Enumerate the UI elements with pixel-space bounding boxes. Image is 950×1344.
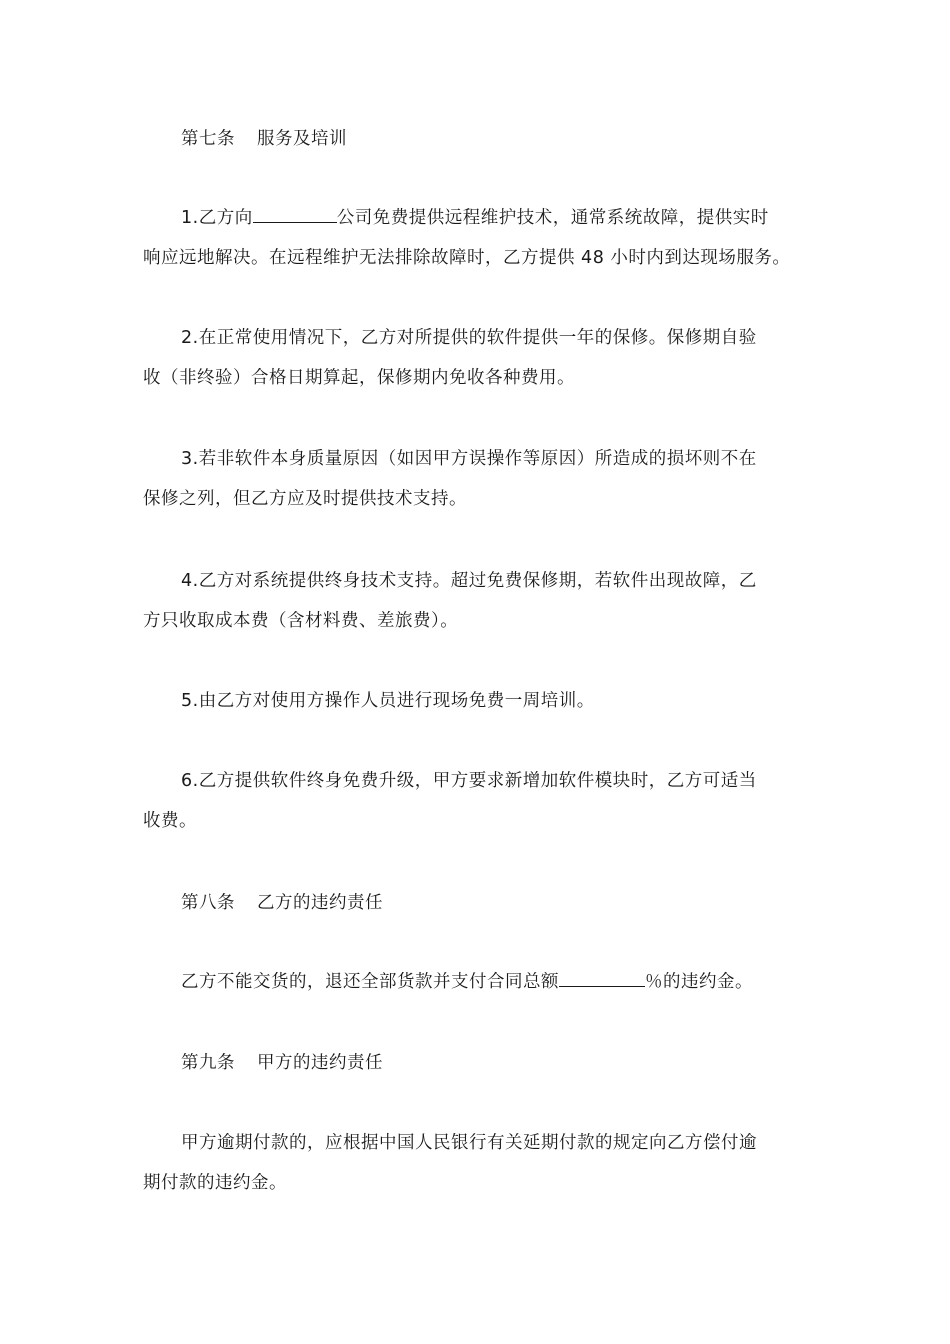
article-7-item-5 — [143, 681, 823, 721]
article-7-heading — [143, 119, 823, 159]
article-9-number: 第九条 — [181, 1053, 235, 1073]
article-9-line-1: 甲方逾期付款的，应根据中国人民银行有关延期付款的规定向乙方偿付逾 — [181, 1133, 757, 1153]
article-7-item-2 — [143, 318, 823, 398]
item-4-line-2: 方只收取成本费（含材料费、差旅费）。 — [143, 611, 459, 631]
article-7-item-1 — [143, 198, 823, 278]
company-name-blank — [253, 204, 337, 223]
penalty-percent-blank — [559, 968, 645, 987]
article-7-title: 服务及培训 — [257, 129, 347, 149]
article-9-title: 甲方的违约责任 — [257, 1053, 383, 1073]
article-9-heading — [143, 1043, 823, 1083]
item-6-line-1: 6.乙方提供软件终身免费升级，甲方要求新增加软件模块时，乙方可适当 — [181, 771, 757, 791]
item-6-line-2: 收费。 — [143, 811, 197, 831]
item-2-line-1: 2.在正常使用情况下，乙方对所提供的软件提供一年的保修。保修期自验 — [181, 328, 757, 348]
item-3-line-2: 保修之列，但乙方应及时提供技术支持。 — [143, 489, 467, 509]
article-7-item-3 — [143, 439, 823, 519]
article-8-heading — [143, 883, 823, 923]
article-7-item-6 — [143, 761, 823, 841]
item-1-line-1: 1.乙方向 公司免费提供远程维护技术，通常系统故障，提供实时 — [143, 198, 823, 238]
article-7-item-4 — [143, 561, 823, 641]
article-8-body — [143, 962, 823, 1002]
article-8-number: 第八条 — [181, 893, 235, 913]
article-7-number: 第七条 — [181, 129, 235, 149]
item-2-line-2: 收（非终验）合格日期算起，保修期内免收各种费用。 — [143, 368, 575, 388]
article-9-line-2: 期付款的违约金。 — [143, 1173, 287, 1193]
item-4-line-1: 4.乙方对系统提供终身技术支持。超过免费保修期，若软件出现故障，乙 — [181, 571, 757, 591]
item-3-line-1: 3.若非软件本身质量原因（如因甲方误操作等原因）所造成的损坏则不在 — [181, 449, 757, 469]
item-5-line-1: 5.由乙方对使用方操作人员进行现场免费一周培训。 — [181, 691, 595, 711]
article-8-title: 乙方的违约责任 — [257, 893, 383, 913]
article-9-body — [143, 1123, 823, 1203]
item-1-line-2: 响应远地解决。在远程维护无法排除故障时，乙方提供 48 小时内到达现场服务。 — [143, 248, 791, 268]
article-8-line-1: 乙方不能交货的，退还全部货款并支付合同总额 ％的违约金。 — [143, 962, 823, 1002]
